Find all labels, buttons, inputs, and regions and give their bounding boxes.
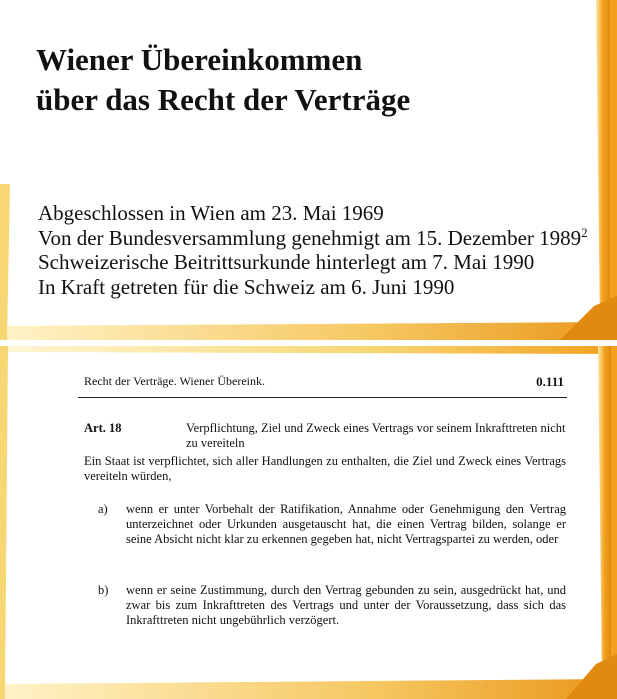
item-text: wenn er seine Zustimmung, durch den Vertrag gebunden zu sein, ausgedrückt hat, und zwar bis zum Inkrafttreten des Vertrags und unter der Voraussetzung, dass sich das Inkrafttreten nicht ungebührlich verzögert. bbox=[126, 583, 566, 627]
frame-bottom-band bbox=[0, 322, 617, 340]
article-title: Verpflichtung, Ziel und Zweck eines Vertrags vor seinem Inkrafttreten nicht zu vereiteln bbox=[186, 421, 566, 450]
fact-in-force: In Kraft getreten für die Schweiz am 6. Juni 1990 bbox=[38, 274, 455, 299]
frame-right-edge bbox=[610, 0, 617, 340]
fact-deposited: Schweizerische Beitrittsurkunde hinterlegt am 7. Mai 1990 bbox=[38, 250, 535, 274]
frame-left-accent bbox=[0, 184, 10, 340]
frame-corner-accent-2 bbox=[566, 654, 617, 699]
frame-right-band bbox=[596, 0, 610, 326]
header-rule bbox=[78, 397, 567, 398]
frame-top-band bbox=[0, 346, 617, 354]
sr-number: 0.111 bbox=[536, 374, 564, 389]
treaty-facts bbox=[38, 201, 588, 299]
title-line-2: über das Recht der Verträge bbox=[36, 82, 411, 117]
article-slide bbox=[0, 346, 617, 699]
article-intro: Ein Staat ist verpflichtet, sich aller Handlungen zu enthalten, die Ziel und Zweck eines Vertrags vereiteln würden, bbox=[84, 454, 566, 483]
running-head: Recht der Verträge. Wiener Übereink. bbox=[84, 374, 265, 388]
title-slide bbox=[0, 0, 617, 340]
footnote-mark: 2 bbox=[581, 224, 588, 240]
item-label: a) bbox=[98, 502, 108, 516]
article-number: Art. 18 bbox=[84, 421, 122, 435]
fact-approved-text: Von der Bundesversammlung genehmigt am 15. Dezember 1989 bbox=[38, 225, 582, 250]
fact-concluded: Abgeschlossen in Wien am 23. Mai 1969 bbox=[38, 201, 384, 225]
frame-right-edge-2 bbox=[611, 346, 617, 699]
title-line-1: Wiener Übereinkommen bbox=[36, 42, 363, 77]
frame-right-band-2 bbox=[598, 346, 611, 682]
frame-bottom-band-2 bbox=[0, 679, 617, 699]
fact-approved bbox=[38, 226, 588, 251]
frame-corner-accent bbox=[560, 296, 617, 340]
item-label: b) bbox=[98, 583, 109, 597]
document-title bbox=[36, 40, 410, 120]
frame-left-accent-2 bbox=[0, 346, 8, 699]
item-text: wenn er unter Vorbehalt der Ratifikation, Annahme oder Genehmigung den Vertrag unterzeichnet oder Urkunden ausgetauscht hat, die einen Vertrag bilden, solange er seine Absicht nicht klar zu erkennen gegeben hat, nicht Vertragspartei zu werden, oder bbox=[126, 502, 566, 546]
